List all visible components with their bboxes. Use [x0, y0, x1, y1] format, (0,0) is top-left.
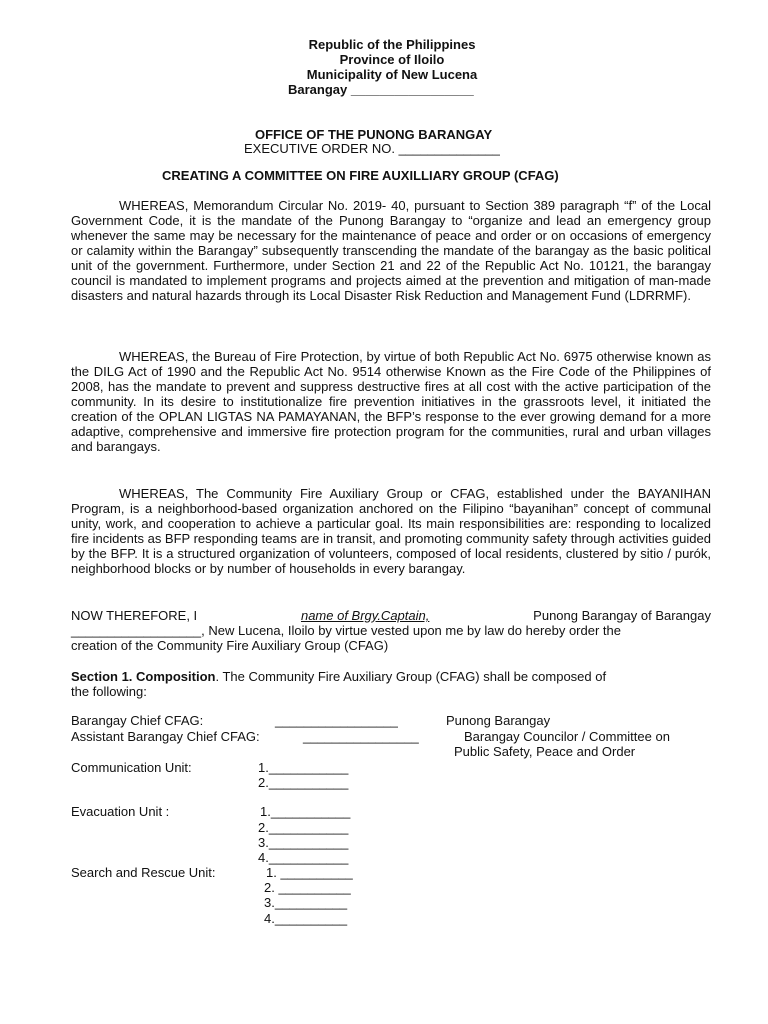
office-title: OFFICE OF THE PUNONG BARANGAY	[255, 127, 493, 142]
whereas-paragraph-3	[71, 486, 711, 576]
order-title: CREATING A COMMITTEE ON FIRE AUXILLIARY GROUP (CFAG)	[162, 168, 559, 183]
evacuation-slot-1: 1.___________	[260, 804, 351, 819]
captain-name-placeholder: name of Brgy.Captain,	[300, 608, 430, 623]
header-province: Province of Iloilo	[339, 52, 445, 67]
now-therefore-prefix: NOW THEREFORE, I	[71, 608, 198, 623]
section-1-text: . The Community Fire Auxiliary Group (CFAG) shall be composed of	[215, 669, 607, 684]
section-1-line-1	[71, 669, 606, 684]
assistant-chief-role-2: Public Safety, Peace and Order	[454, 744, 636, 759]
chief-cfag-role: Punong Barangay	[446, 713, 551, 728]
communication-slot-1: 1.___________	[258, 760, 349, 775]
header-barangay: Barangay _________________	[288, 82, 474, 97]
whereas-paragraph-1	[71, 198, 711, 303]
whereas-paragraph-2	[71, 349, 711, 454]
chief-cfag-label: Barangay Chief CFAG:	[71, 713, 204, 728]
section-1-line-2: the following:	[71, 684, 147, 699]
chief-cfag-blank: _________________	[275, 713, 398, 728]
assistant-chief-label: Assistant Barangay Chief CFAG:	[71, 729, 260, 744]
now-therefore-suffix: Punong Barangay of Barangay	[533, 608, 711, 623]
search-rescue-slot-3: 3.__________	[264, 895, 348, 910]
communication-unit-label: Communication Unit:	[71, 760, 192, 775]
communication-slot-2: 2.___________	[258, 775, 349, 790]
now-therefore-line-1	[71, 608, 711, 623]
whereas-text-3: WHEREAS, The Community Fire Auxiliary Group or CFAG, established under the BAYANIHAN Program, is a neighborhood-based organization anchored on the Filipino “bayanihan” concept of communal unity, work, and cooperation to achieve a particular goal. Its main responsibilities are: responding to localized fire incidents as BFP responding teams are in transit, and promoting community safety through activities guided by the BFP. It is a structured organization of volunteers, composed of local residents, clustered by sitio / purók, neighborhood blocks or by number of households in every barangay.	[71, 486, 711, 576]
now-therefore-line-2: __________________, New Lucena, Iloilo by virtue vested upon me by law do hereby order the	[71, 623, 621, 638]
whereas-text-1: WHEREAS, Memorandum Circular No. 2019- 40, pursuant to Section 389 paragraph “f” of the Local Government Code, it is the mandate of the Punong Barangay to “organize and lead an emergency group whenever the same may be necessary for the maintenance of peace and order or on occasions of emergency or calamity within the Barangay” subsequently transcending the mandate of the barangay as the basic political unit of the government. Furthermore, under Section 21 and 22 of the Republic Act No. 10121, the barangay council is mandated to implement programs and projects aimed at the prevention and mitigation of man-made disasters and natural hazards through its Local Disaster Risk Reduction and Management Fund (LDRRMF).	[71, 198, 711, 303]
evacuation-slot-3: 3.___________	[258, 835, 349, 850]
assistant-chief-blank: ________________	[303, 729, 419, 744]
header-municipality: Municipality of New Lucena	[306, 67, 478, 82]
search-rescue-slot-4: 4.__________	[264, 911, 348, 926]
assistant-chief-role-1: Barangay Councilor / Committee on	[464, 729, 670, 744]
search-rescue-unit-label: Search and Rescue Unit:	[71, 865, 216, 880]
section-1-heading: Section 1. Composition	[71, 669, 216, 684]
executive-order-number: EXECUTIVE ORDER NO. ______________	[244, 141, 500, 156]
whereas-text-2: WHEREAS, the Bureau of Fire Protection, by virtue of both Republic Act No. 6975 otherwise known as the DILG Act of 1990 and the Republic Act No. 9514 otherwise Known as the Fire Code of the Philippines of 2008, has the mandate to prevent and suppress destructive fires at all cost with the active participation of the community. In its desire to institutionalize fire prevention initiatives in the grassroots level, it initiated the creation of the OPLAN LIGTAS NA PAMAYANAN, the BFP’s response to the ever growing demand for a more adaptive, comprehensive and immersive fire protection program for the communities, rural and urban villages and barangays.	[71, 349, 711, 454]
now-therefore-line-3: creation of the Community Fire Auxiliary Group (CFAG)	[71, 638, 389, 653]
search-rescue-slot-1: 1. __________	[266, 865, 353, 880]
evacuation-unit-label: Evacuation Unit :	[71, 804, 170, 819]
evacuation-slot-4: 4.___________	[258, 850, 349, 865]
search-rescue-slot-2: 2. __________	[264, 880, 351, 895]
evacuation-slot-2: 2.___________	[258, 820, 349, 835]
header-republic: Republic of the Philippines	[308, 37, 476, 52]
